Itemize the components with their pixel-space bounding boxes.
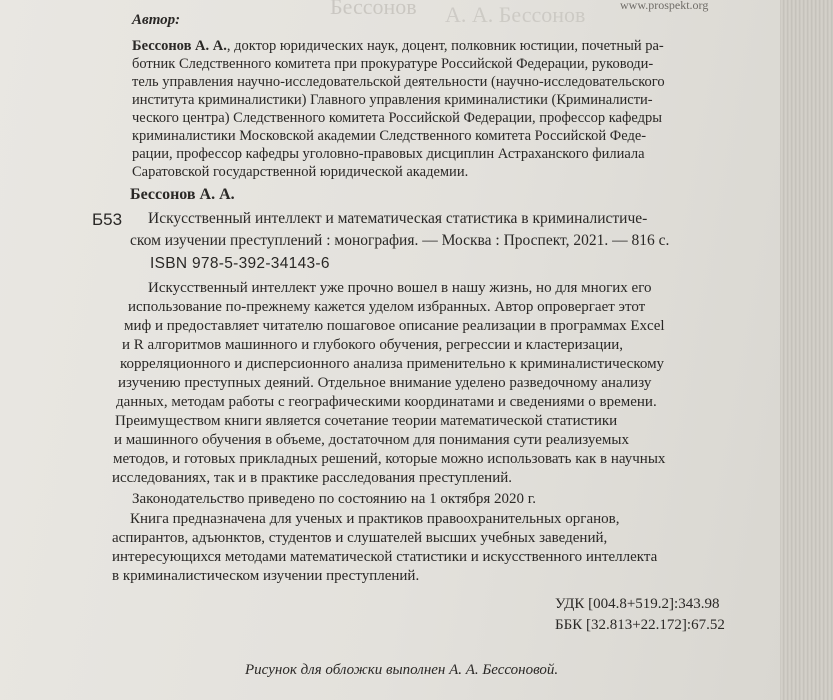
- bleed-through-author: А. А. Бессонов: [445, 2, 586, 27]
- author-line: ботник Следственного комитета при прокуратуре Российской Федерации, руководи-: [132, 56, 654, 72]
- udk-code: УДК [004.8+519.2]:343.98: [555, 596, 720, 612]
- isbn: ISBN 978-5-392-34143-6: [150, 255, 330, 272]
- annotation-line: использование по-прежнему кажется уделом избранных. Автор опровергает этот: [128, 299, 646, 315]
- annotation-line: в криминалистическом изучении преступлений.: [112, 568, 420, 584]
- bibliographic-title-line: ском изучении преступлений : монография. — Москва : Проспект, 2021. — 816 с.: [130, 232, 670, 249]
- annotation-line: и R алгоритмов машинного и глубокого обучения, регрессии и кластеризации,: [122, 337, 624, 353]
- author-name: Бессонов А. А.: [132, 38, 227, 54]
- author-line: Саратовской государственной юридической академии.: [132, 164, 469, 180]
- author-line: института криминалистики) Главного управления криминалистики (Криминалисти-: [132, 92, 653, 108]
- annotation-line: корреляционного и дисперсионного анализа применительно к криминалистическому: [120, 356, 665, 372]
- annotation-line: изучению преступных деяний. Отдельное внимание уделено разведочному анализу: [118, 375, 652, 391]
- publisher-url: www.prospekt.org: [620, 0, 709, 12]
- bleed-through-text: Бессонов: [330, 0, 417, 19]
- author-line-text: , доктор юридических наук, доцент, полковник юстиции, почетный ра-: [226, 38, 664, 54]
- bbk-code: ББК [32.813+22.172]:67.52: [555, 617, 725, 633]
- author-line: криминалистики Московской академии Следственного комитета Российской Феде-: [132, 128, 647, 144]
- cover-credit: Рисунок для обложки выполнен А. А. Бессоновой.: [245, 662, 559, 678]
- annotation-line: Преимуществом книги является сочетание теории математической статистики: [115, 413, 618, 429]
- annotation-line: интересующихся методами математической статистики и искусственного интеллекта: [112, 549, 658, 565]
- annotation-line: методов, и готовых прикладных решений, которые можно использовать как в научных: [113, 451, 666, 467]
- annotation-line: аспирантов, адъюнктов, студентов и слушателей высших учебных заведений,: [112, 530, 608, 546]
- author-line: ческого центра) Следственного комитета Российской Федерации, профессор кафедры: [132, 110, 662, 126]
- author-line: тель управления научно-исследовательской деятельности (научно-исследовательского: [132, 74, 665, 90]
- annotation-line: Книга предназначена для ученых и практиков правоохранительных органов,: [130, 511, 620, 527]
- page-stack-edge: [780, 0, 833, 700]
- annotation-line: данных, методам работы с географическими координатами и сведениями о времени.: [116, 394, 657, 410]
- author-label: Автор:: [132, 12, 181, 28]
- annotation-line: исследованиях, так и в практике расследования преступлений.: [112, 470, 513, 486]
- annotation-line: Искусственный интеллект уже прочно вошел в нашу жизнь, но для многих его: [148, 280, 652, 296]
- annotation-line: Законодательство приведено по состоянию на 1 октября 2020 г.: [132, 491, 536, 507]
- author-line: рации, профессор кафедры уголовно-правовых дисциплин Астраханского филиала: [132, 146, 645, 162]
- bibliographic-title-line: Искусственный интеллект и математическая статистика в криминалистиче-: [148, 210, 648, 227]
- annotation-line: и машинного обучения в объеме, достаточном для понимания сути реализуемых: [114, 432, 629, 448]
- bibliographic-author: Бессонов А. А.: [130, 186, 235, 203]
- annotation-line: миф и предоставляет читателю пошаговое описание реализации в программах Excel: [124, 318, 665, 334]
- author-mark-code: Б53: [92, 210, 123, 229]
- author-line: [132, 38, 664, 55]
